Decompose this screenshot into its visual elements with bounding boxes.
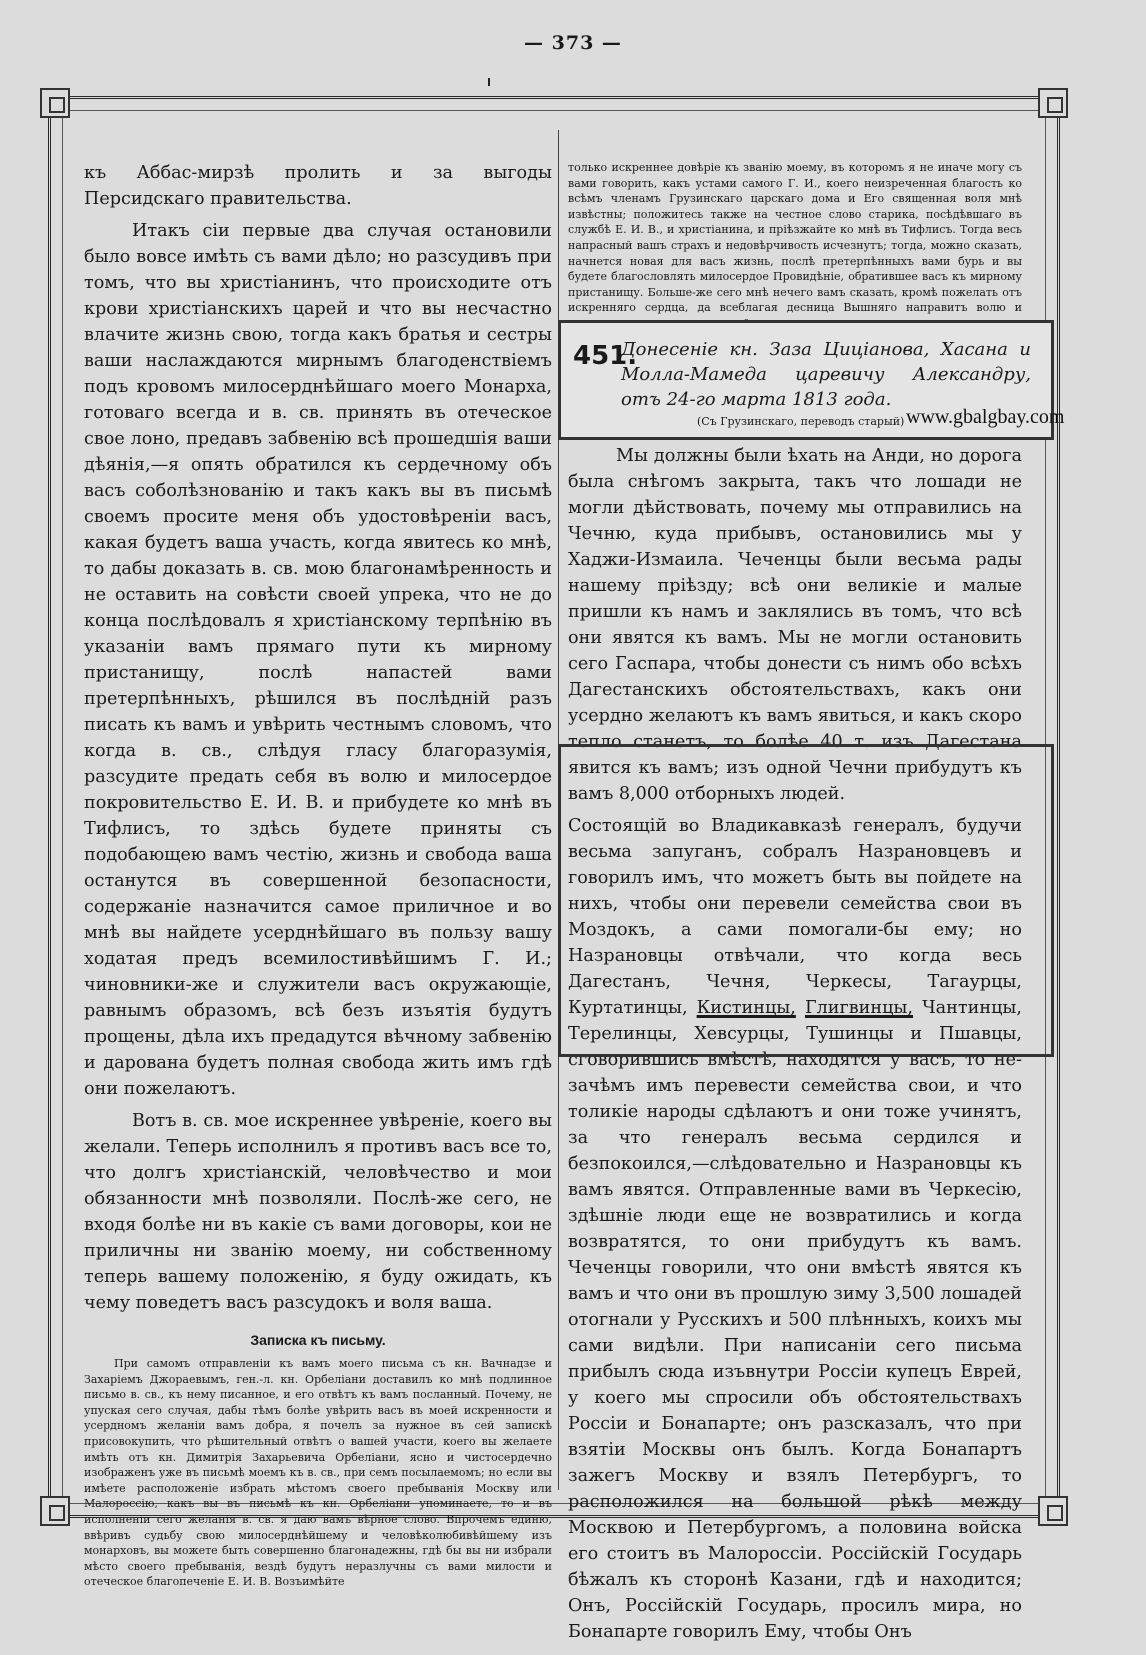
- document-source: (Съ Грузинскаго, переводъ старый): [697, 415, 905, 428]
- document-title: Донесеніе кн. Заза Цицiанова, Хасана и Молла-Мамеда царевичу Александру, отъ 24-го марта 1813 года.: [621, 339, 1031, 410]
- corner-ornament-icon: [40, 88, 70, 118]
- underlined-word: Кистинцы,: [696, 998, 796, 1018]
- note-title: Записка къ письму.: [250, 1332, 386, 1348]
- corner-ornament-icon: [1038, 88, 1068, 118]
- right-top-text: [568, 160, 1022, 315]
- boxed-text-part: Состоящій во Владикавказѣ генералъ, будучи весьма запуганъ, собралъ Назрановцевъ и говорилъ имъ, что можетъ быть вы пойдете на нихъ, чтобы они перевели семейства свои въ Моздокъ, а сами помогали-бы ему; но Назрановцы отвѣчали, что когда весь Дагестанъ, Чечня, Черкесы, Тагаурцы, Куртатинцы,: [568, 816, 1022, 1018]
- paragraph: Вотъ в. св. мое искреннее увѣреніе, коего вы желали. Теперь исполнилъ я противъ васъ все то, что долгъ христіанскій, человѣчество и мои обязанности мнѣ позволяли. Послѣ-же сего, не входя болѣе ни въ какіе съ вами договоры, кои не приличны ни званію моему, ни собственному теперь вашему положенію, я буду ожидать, къ чему поведетъ васъ разсудокъ и воля ваша.: [84, 1111, 552, 1313]
- watermark: www.gbalgbay.com: [906, 406, 1065, 428]
- paragraph: Мы должны были ѣхать на Анди, но дорога была снѣгомъ закрыта, такъ что лошади не могли дѣйствовать, почему мы отправились на Чечню, куда прибывъ, остановились мы у Хаджи-Измаила. Чеченцы были весьма рады нашему пріѣзду; всѣ они великіе и малые пришли къ намъ и заклялись въ томъ, что всѣ они явятся къ вамъ. Мы не могли остановить сего Гаспара, чтобы донести съ нимъ обо всѣхъ Дагестанскихъ обстоятельствахъ, какъ они усердно желаютъ къ вамъ явиться, и какъ скоро тепло станетъ, то болѣе 40 т. изъ Дагестана явится къ вамъ; изъ одной Чечни прибудутъ къ вамъ 8,000 отборныхъ людей.: [568, 446, 1022, 804]
- corner-ornament-icon: [40, 1496, 70, 1526]
- paragraph: Итакъ сіи первые два случая остановили было вовсе имѣть съ вами дѣло; но разсудивъ при томъ, что вы христіанинъ, что происходите отъ крови христіанскихъ царей и что вы несчастно влачите жизнь свою, тогда какъ братья и сестры ваши наслаждаются мирнымъ благоденствіемъ подъ кровомъ милосерднѣйшаго моего Монарха, готоваго всегда и в. св. принять въ отеческое свое лоно, предавъ забвенію всѣ прошедшія ваши дѣянія,—я опять обратился къ сердечному объ васъ соболѣзнованію и такъ какъ вы въ письмѣ своемъ просите меня объ удостовѣреніи васъ, какая будетъ ваша участь, когда явитесь ко мнѣ, то дабы доказать в. св. мою благонамѣренность и не оставить на совѣсти своей упрека, что не до конца послѣдовалъ я христіанскому терпѣнію въ указаніи вамъ прямаго пути къ мирному пристанищу, послѣ напастей вами претерпѣнныхъ, рѣшился въ послѣдній разъ писать къ вамъ и увѣрить честнымъ словомъ, что когда в. св., слѣдуя гласу благоразумія, разсудите предать себя въ волю и милосердое покровительство Е. И. В. и прибудете ко мнѣ въ Тифлисъ, то здѣсь будете приняты съ подобающею вамъ честію, жизнь и свобода ваша останутся въ совершенной безопасности, содержаніе назначится самое приличное и во мнѣ вы найдете усерднѣйшаго въ пользу вашу ходатая предъ всемилостивѣйшимъ Г. И.; чиновники-же и служители васъ окружающіе, равнымъ образомъ, всѣ безъ изъятія будутъ прощены, дѣла ихъ предадутся вѣчному забвенію и дарована будетъ полная свобода жить имъ гдѣ они пожелаютъ.: [84, 221, 552, 1099]
- page-number: — 373 —: [524, 32, 622, 54]
- highlight-box: [558, 744, 1054, 1057]
- corner-ornament-icon: [1038, 1496, 1068, 1526]
- underlined-word: Глигвинцы,: [804, 998, 914, 1018]
- left-column: [84, 160, 552, 1590]
- paragraph: къ Аббас-мирзѣ пролить и за выгоды Персидскаго правительства.: [84, 163, 552, 209]
- ink-mark: [488, 78, 490, 86]
- boxed-text-part: Чантинцы, Терелинцы, Хевсурцы, Тушинцы и Пшавцы, сговорившись вмѣстѣ, находятся у васъ, то не-зачѣмъ имъ перевести семейства свои, и что толикіе народы сдѣлаютъ и они тоже учинятъ, за что генералъ весьма сердился и безпокоился,—слѣдовательно и Назрановцы къ вамъ явятся. Отправленные вами въ Черкесію, здѣшніе люди еще не возвратились и когда возвратятся, то они прибудутъ къ вамъ. Чеченцы говорили, что они вмѣстѣ явятся къ вамъ и что они въ прошлую зиму 3,500 лошадей отогнали у Русскихъ и 500 плѣнныхъ, коихъ мы сами видѣли. При написаніи сего письма прибылъ сюда изъвнутри Россіи купецъ Еврей, у коего мы спросили объ обстоятельствахъ Россіи и Бонапарте; онъ разсказалъ, что при взятіи Москвы онъ былъ. Когда Бонапартъ зажегъ Москву и взялъ Петербургъ, то расположился на большой рѣкѣ между Москвою и Петербургомъ, а половина войска его стоитъ въ Малороссіи. Россійскій Государь бѣжалъ къ сторонѣ Казани, гдѣ и находится; Онъ, Россійскій Государь, просилъ мира, но Бонапарте говорилъ Ему, чтобы Онъ: [568, 998, 1022, 1642]
- note-text: При самомъ отправленіи къ вамъ моего письма съ кн. Вачнадзе и Захаріемъ Джораевымъ, ген.-л. кн. Орбеліани доставилъ ко мнѣ подлинное письмо в. св., къ нему писанное, и его отвѣтъ къ вамъ посланный. Почему, не упуская сего случая, дабы тѣмъ болѣе увѣрить васъ въ моей искренности и усердномъ желаніи вамъ добра, я почелъ за нужное въ сей запискѣ присовокупить, что рѣшительный отвѣтъ о вашей участи, коего вы желаете имѣть отъ кн. Димитрія Захарьевича Орбеліани, ясно и чистосердечно изображенъ уже въ письмѣ моемъ къ в. св., при семъ посылаемомъ; но если вы имѣете расположеніе избрать мѣстомъ своего пребыванія Москву или Малороссію, какъ вы въ письмѣ къ кн. Орбеліани упоминаете, то и въ исполненіи сего желанія в. св. я даю вамъ вѣрное слово. Впрочемъ единю, ввѣривъ судьбу свою милосерднѣйшему и человѣколюбивѣйшему изъ монарховъ, вы можете быть совершенно благонадежны, гдѣ бы вы ни избрали мѣсто своего пребыванія, вездѣ будутъ неразлучны съ вами милости и отеческое благопеченіе Е. И. В. Возъимѣйте: [84, 1357, 552, 1589]
- document-number: 451.: [573, 341, 638, 371]
- continued-letter-text: только искреннее довѣріе къ званію моему, въ которомъ я не иначе могу съ вами говорить, какъ устами самого Г. И., коего неизреченная благость ко всѣмъ членамъ Грузинскаго царскаго дома и Его священная воля мнѣ извѣстны; положитесь также на честное слово старика, посѣдѣвшаго въ службѣ Е. И. В., и христіанина, и пріѣзжайте ко мнѣ въ Тифлисъ. Тогда весь напрасный вашъ страхъ и недовѣрчивость исчезнутъ; тогда, можно сказать, начнется новая для васъ жизнь, послѣ претерпѣнныхъ вами бурь и вы будете благословлять милосердое Провидѣніе, обратившее васъ къ мирному пристанищу. Больше-же сего мнѣ нечего вамъ сказать, кромѣ пожелать отъ искренняго сердца, да всеблагая десница Вышняго направитъ волю и: [568, 161, 1022, 315]
